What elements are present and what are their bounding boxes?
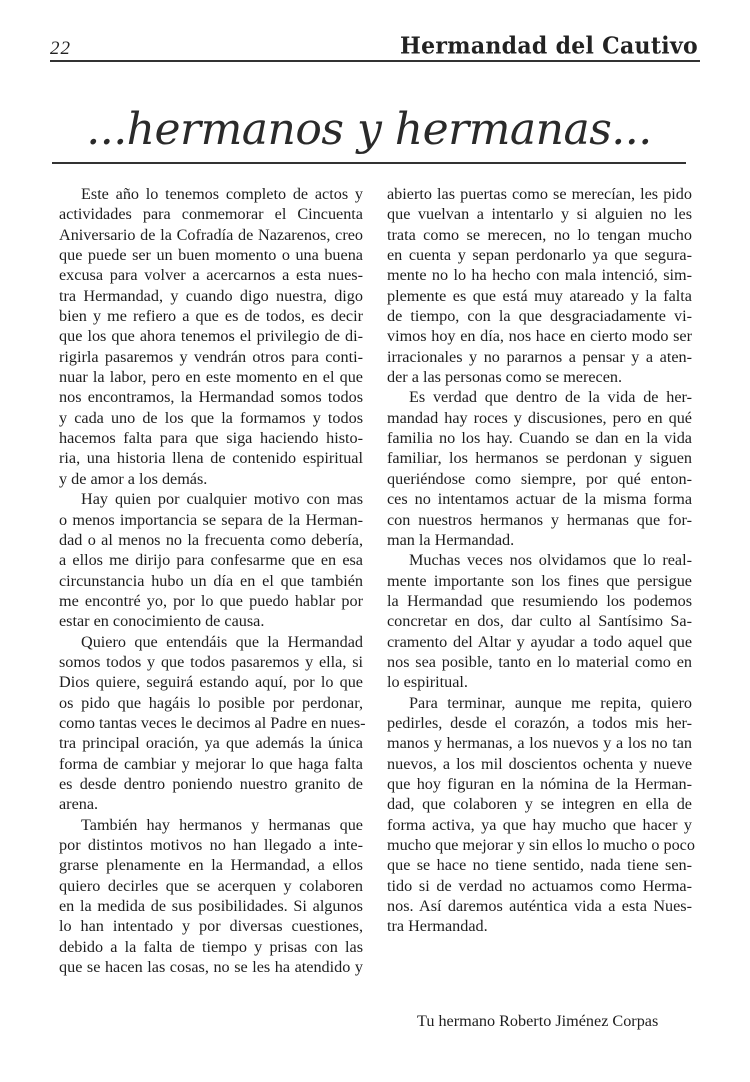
text-line: familia no los hay. Cuando se dan en la vida <box>387 429 692 448</box>
text-line: manos y hermanas, a los nuevos y a los no tan <box>387 734 692 753</box>
text-line: bien y me refiero a que es de todos, es decir <box>59 307 363 326</box>
paragraph <box>387 184 692 387</box>
text-line: También hay hermanos y hermanas que <box>81 815 363 834</box>
text-line: con nuestros hermanos y hermanas que for- <box>387 510 692 529</box>
text-line: Hay quien por cualquier motivo con mas <box>81 490 363 509</box>
text-line: irracionales y no pararnos a pensar y a aten- <box>387 347 692 366</box>
text-line: que los que ahora tenemos el privilegio de di- <box>59 327 363 346</box>
text-line: somos todos y que todos pasaremos y ella, si <box>59 652 363 671</box>
text-line: forma de cambiar y mejorar lo que haga falta <box>59 754 363 773</box>
text-line: Quiero que entendáis que la Hermandad <box>81 632 363 651</box>
text-line: que puede ser un buen momento o una buena <box>59 246 363 265</box>
text-line: cramento del Altar y ayudar a todo aquel que <box>387 632 692 651</box>
article-title: ...hermanos y hermanas... <box>86 104 652 155</box>
text-line: en la medida de sus posibilidades. Si algunos <box>59 897 363 916</box>
text-line: tra Hermandad, y cuando digo nuestra, digo <box>59 286 363 305</box>
text-line: der a las personas como se merecen. <box>387 368 623 387</box>
text-line: nos encontramos, la Hermandad somos todos <box>59 388 363 407</box>
text-line: nuevos, a los mil doscientos ochenta y nueve <box>387 754 692 773</box>
text-line: os pido que hagáis lo posible por perdonar, <box>59 693 363 712</box>
text-line: y cada uno de los que la formamos y todos <box>59 408 363 427</box>
text-line: mente no lo ha hecho con mala intenció, sim- <box>387 266 692 285</box>
text-line: debido a la falta de tiempo y prisas con las <box>59 937 363 956</box>
text-line: Dios quiere, seguirá estando aquí, por lo que <box>59 673 363 692</box>
text-line: circunstancia hubo un día en el que también <box>59 571 363 590</box>
paragraph <box>387 550 692 692</box>
text-line: ces no intentamos actuar de la misma forma <box>387 490 692 509</box>
text-line: trata como se merecen, no lo tengan mucho <box>387 225 692 244</box>
text-line: la Hermandad que resumiendo los podemos <box>387 591 692 610</box>
text-line: quiero decirles que se acerquen y colaboren <box>59 876 363 895</box>
text-line: actividades para conmemorar el Cincuenta <box>59 205 363 224</box>
text-line: tido si de verdad no actuamos como Herma- <box>387 876 692 895</box>
paragraph <box>59 632 366 815</box>
text-line: lo espiritual. <box>387 673 468 692</box>
text-line: en cuenta y sepan perdonarlo ya que segura- <box>387 246 692 265</box>
text-line: tra Hermandad. <box>387 917 488 936</box>
text-line: que se hace no tiene sentido, nada tiene sen- <box>387 856 692 875</box>
text-line: o menos importancia se separa de la Herman- <box>59 510 363 529</box>
text-line: me encontré yo, por lo que puedo hablar por <box>59 591 363 610</box>
text-line: arena. <box>59 795 99 814</box>
text-line: grarse plenamente en la Hermandad, a ellos <box>59 856 363 875</box>
text-line: hacemos falta para que siga haciendo histo- <box>59 429 363 448</box>
text-line: Para terminar, aunque me repita, quiero <box>409 693 692 712</box>
text-line: man la Hermandad. <box>387 530 515 549</box>
text-line: mucho que mejorar y sin ellos lo mucho o poco <box>387 836 695 854</box>
text-line: rigirla pasaremos y vendrán otros para conti- <box>59 347 363 366</box>
text-line: dad o al menos no la frecuenta como debería, <box>59 530 363 549</box>
paragraph <box>59 489 363 631</box>
title-rule <box>52 162 686 164</box>
text-line: que se hacen las cosas, no se les ha atendido y <box>59 958 363 977</box>
text-line: abierto las puertas como se merecían, les pido <box>387 185 692 203</box>
text-line: Muchas veces nos olvidamos que lo real- <box>409 551 692 570</box>
page-number: 22 <box>50 38 71 59</box>
right-column <box>387 184 695 937</box>
paragraph <box>59 184 363 489</box>
text-line: ria, una historia llena de contenido espiritual <box>59 449 363 468</box>
text-line: como tantas veces le decimos al Padre en nues- <box>59 713 366 732</box>
text-line: nos. Así daremos auténtica vida a esta Nues- <box>387 897 692 916</box>
running-head: Hermandad del Cautivo <box>399 32 698 60</box>
text-line: estar en conocimiento de causa. <box>59 612 265 631</box>
header-rule <box>50 60 700 62</box>
text-line: mente importante son los fines que persigue <box>387 571 692 590</box>
text-line: pedirles, desde el corazón, a todos mis her- <box>387 713 692 732</box>
text-line: nuar la labor, pero en este momento en el que <box>59 368 363 387</box>
text-line: tra principal oración, ya que además la única <box>59 734 363 753</box>
text-line: queriéndose como siempre, por qué enton- <box>387 469 692 488</box>
text-line: concretar en dos, dar culto al Santísimo Sa- <box>387 612 692 631</box>
text-line: Aniversario de la Cofradía de Nazarenos, creo <box>59 225 363 244</box>
text-line: que vuelvan a intentarlo y si alguien no les <box>387 205 692 224</box>
text-line: dad, que colaboren y se integren en ella de <box>387 795 692 814</box>
text-line: es desde dentro poniendo nuestro granito de <box>59 774 363 793</box>
text-line: a ellos me dirijo para confesarme que en esa <box>59 551 363 570</box>
paragraph <box>387 693 695 937</box>
text-line: que hoy figuran en la nómina de la Herman- <box>387 774 692 793</box>
paragraph <box>387 387 692 550</box>
signature: Tu hermano Roberto Jiménez Corpas <box>417 1012 659 1030</box>
left-column <box>59 184 366 977</box>
text-line: lo han intentado y por diversas cuestiones, <box>59 917 363 936</box>
text-line: Este año lo tenemos completo de actos y <box>81 185 363 203</box>
text-line: nos sea posible, tanto en lo material como en <box>387 652 692 671</box>
text-line: y de amor a los demás. <box>59 469 208 488</box>
text-line: por distintos motivos no han llegado a inte- <box>59 836 363 854</box>
text-line: excusa para volver a acercarnos a esta nues- <box>59 266 363 285</box>
text-line: vimos hoy en día, nos hace en cierto modo ser <box>387 327 692 346</box>
text-line: familiar, los hermanos se perdonan y siguen <box>387 449 692 468</box>
text-line: mandad hay roces y discusiones, pero en qué <box>387 408 692 427</box>
text-line: de tiempo, con la que desgraciadamente vi- <box>387 307 692 326</box>
paragraph <box>59 815 363 978</box>
text-line: forma activa, ya que hay mucho que hacer y <box>387 815 692 834</box>
text-line: plemente es que está muy atareado y la falta <box>387 286 692 305</box>
text-line: Es verdad que dentro de la vida de her- <box>409 388 692 407</box>
